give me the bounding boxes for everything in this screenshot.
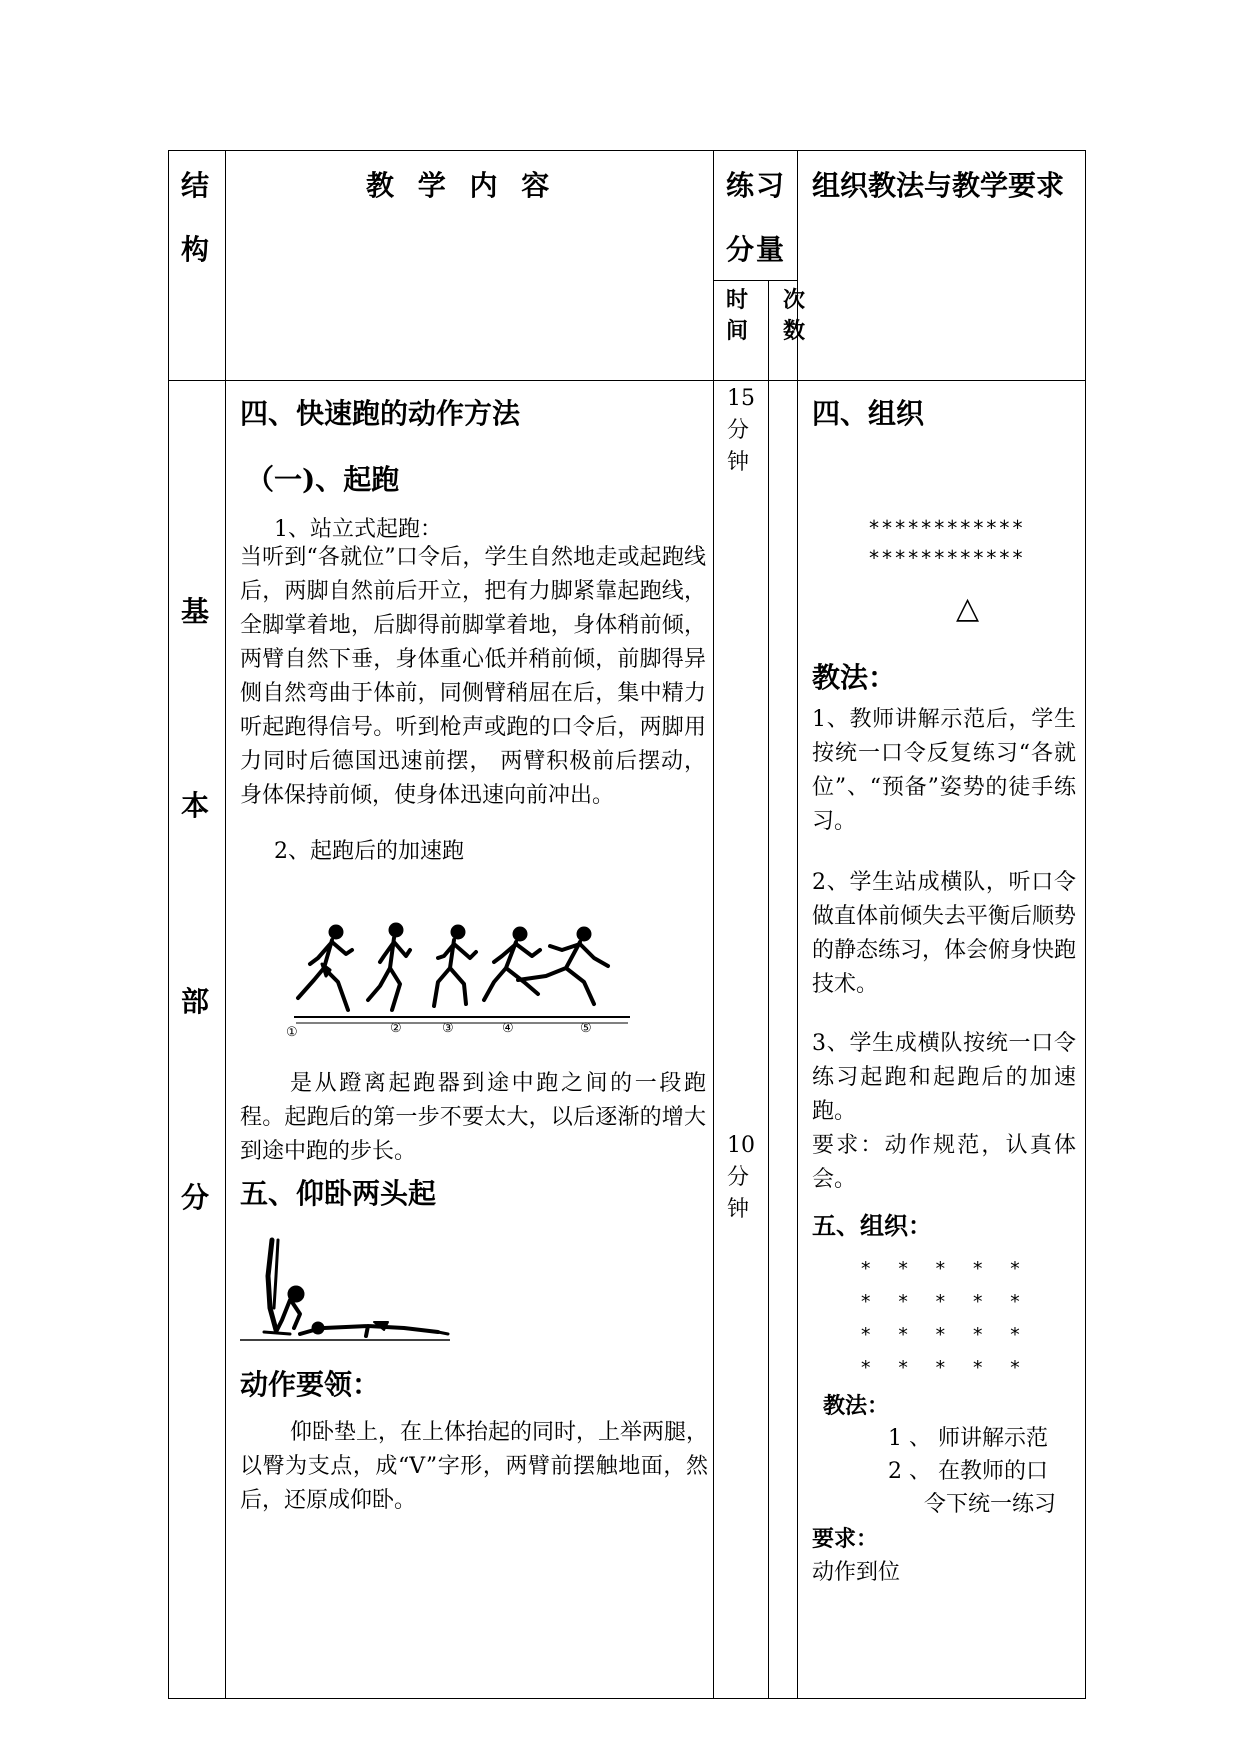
grid-row-1: * * * * * [860, 1258, 1022, 1280]
structure-char-4: 分 [181, 1181, 210, 1214]
header-structure-char-1: 结 [181, 169, 210, 202]
method-5-item-1: 1 、 师讲解示范 [888, 1426, 1048, 1451]
header-count-clip [770, 286, 806, 346]
method-5-item-2a: 2 、 在教师的口 [888, 1459, 1048, 1484]
table-border-right [1085, 150, 1086, 1699]
figure-label-5: ⑤ [580, 1021, 592, 1036]
method-item-3: 3、学生成横队按统一口令练习起跑和起跑后的加速跑。 [812, 1031, 1076, 1124]
structure-char-1: 基 [181, 595, 210, 628]
time-1-unit-1: 分 [727, 418, 750, 443]
col-divider-1 [225, 150, 226, 1699]
figure-label-4: ④ [502, 1021, 514, 1036]
method-requirement-title: 要求： [812, 1526, 879, 1552]
section-4-title: 四、快速跑的动作方法 [240, 397, 521, 430]
time-1-value: 15 [727, 386, 755, 411]
header-content: 教 学 内 容 [366, 169, 550, 202]
table-border-left [168, 150, 169, 1699]
header-structure-char-2: 构 [181, 233, 210, 266]
figure-label-1: ① [286, 1025, 298, 1040]
method-item-1: 1、教师讲解示范后，学生按统一口令反复练习“各就位”、“预备”姿势的徒手练习。 [812, 707, 1076, 834]
table-header-divider [168, 380, 1086, 381]
section-5-paragraph: 仰卧垫上，在上体抬起的同时，上举两腿，以臀为支点，成“V”字形，两臂前摆触地面，然后，还原成仰卧。 [240, 1420, 709, 1513]
method-5-title: 五、组织： [812, 1211, 932, 1240]
header-time-char-1: 时 [726, 287, 749, 313]
section-5-key-title: 动作要领： [240, 1368, 381, 1401]
grid-row-2: * * * * * [860, 1291, 1022, 1313]
section-4-paragraph-1: 当听到“各就位”口令后，学生自然地走或起跑线后，两脚自然前后开立，把有力脚紧靠起跑线，全脚掌着地，后脚得前脚掌着地，身体稍前倾，两臂自然下垂，身体重心低并稍前倾，前脚得异侧自然弯曲于体前，同侧臂稍屈在后，集中精力听起跑得信号。听到枪声或跑的口令后，两脚用力同时后德国迅速前摆， 两臂积极前后摆动，身体保持前倾，使身体迅速向前冲出。 [240, 545, 706, 808]
section-4-item-1: 1、站立式起跑： [274, 517, 442, 542]
method-4-title: 四、组织 [812, 397, 925, 430]
table-border-bottom [168, 1698, 1086, 1699]
method-item-2: 2、学生站成横队，听口令做直体前倾失去平衡后顺势的静态练习，体会俯身快跑技术。 [812, 870, 1077, 997]
section-5-title: 五、仰卧两头起 [240, 1177, 437, 1210]
table-border-top [168, 150, 1086, 151]
time-2-value: 10 [727, 1133, 755, 1158]
figure-label-3: ③ [442, 1021, 454, 1036]
method-requirement-1: 要求：动作规范，认真体会。 [812, 1133, 1076, 1192]
col-divider-time-count [768, 280, 769, 1699]
header-amount: 分量 [726, 233, 787, 266]
header-count-char-1: 次 [783, 287, 806, 313]
col-divider-2 [713, 150, 714, 1699]
teacher-triangle-icon: △ [956, 591, 980, 626]
section-4-subtitle: （一)、起跑 [246, 463, 400, 496]
method-requirement-text: 动作到位 [812, 1560, 901, 1585]
structure-char-3: 部 [181, 985, 210, 1018]
v-situp-illustration [238, 1236, 464, 1346]
formation-row-2: ************ [868, 546, 1025, 570]
section-4-item-2: 2、起跑后的加速跑 [274, 839, 464, 864]
structure-char-2: 本 [181, 789, 210, 822]
section-4-paragraph-2: 是从蹬离起跑器到途中跑之间的一段跑程。起跑后的第一步不要太大，以后逐渐的增大到途中跑的步长。 [240, 1071, 706, 1164]
time-2-unit-2: 钟 [727, 1197, 750, 1222]
method-teach-title: 教法： [812, 661, 897, 694]
grid-row-3: * * * * * [860, 1324, 1022, 1346]
formation-row-1: ************ [868, 516, 1025, 540]
header-time-char-2: 间 [726, 318, 749, 344]
time-1-unit-2: 钟 [727, 450, 750, 475]
header-method: 组织教法与教学要求 [812, 169, 1065, 202]
header-count-char-2: 数 [783, 318, 806, 344]
method-teach-title-2: 教法： [823, 1393, 890, 1419]
header-practice: 练习 [726, 169, 787, 202]
method-5-item-2b: 令下统一练习 [924, 1492, 1057, 1517]
col-divider-3 [797, 150, 798, 1699]
figure-label-2: ② [390, 1021, 402, 1036]
grid-row-4: * * * * * [860, 1357, 1022, 1379]
practice-subheader-divider [713, 280, 798, 281]
time-2-unit-1: 分 [727, 1165, 750, 1190]
